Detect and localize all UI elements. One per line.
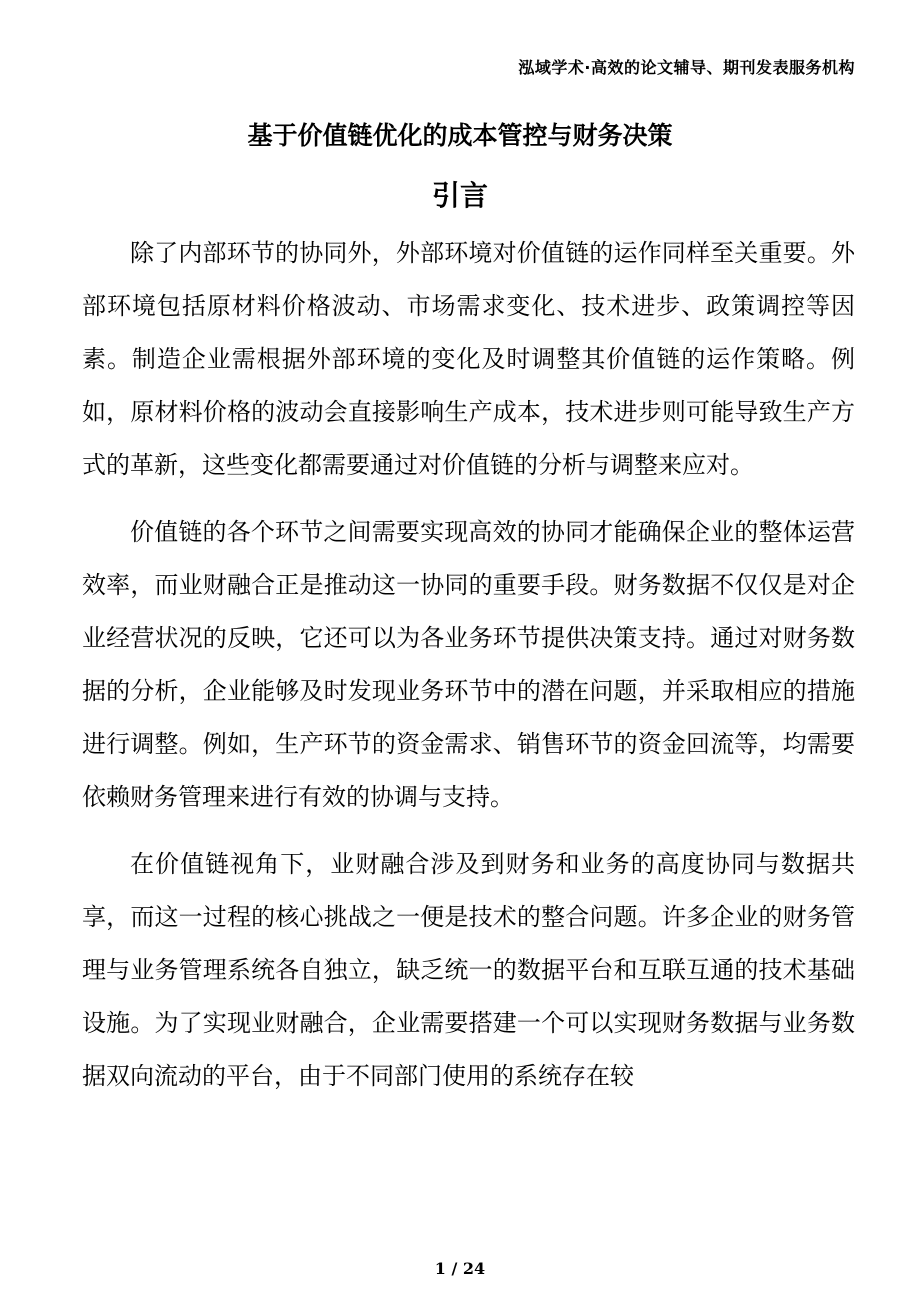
page-title: 基于价值链优化的成本管控与财务决策	[247, 121, 673, 150]
page-number: 1 / 24	[434, 1259, 486, 1278]
document-header-text: 泓域学术·高效的论文辅导、期刊发表服务机构	[518, 58, 855, 77]
document-body	[82, 227, 855, 1117]
section-heading: 引言	[431, 179, 488, 212]
paragraph-3: 在价值链视角下，业财融合涉及到财务和业务的高度协同与数据共享，而这一过程的核心挑战之一便是技术的整合问题。许多企业的财务管理与业务管理系统各自独立，缺乏统一的数据平台和互联互通的技术基础设施。为了实现业财融合，企业需要搭建一个可以实现财务数据与业务数据双向流动的平台，由于不同部门使用的系统存在较	[82, 850, 855, 1090]
paragraph-1: 除了内部环节的协同外，外部环境对价值链的运作同样至关重要。外部环境包括原材料价格波动、市场需求变化、技术进步、政策调控等因素。制造企业需根据外部环境的变化及时调整其价值链的运作策略。例如，原材料价格的波动会直接影响生产成本，技术进步则可能导致生产方式的革新，这些变化都需要通过对价值链的分析与调整来应对。	[82, 239, 855, 479]
paragraph-2: 价值链的各个环节之间需要实现高效的协同才能确保企业的整体运营效率，而业财融合正是推动这一协同的重要手段。财务数据不仅仅是对企业经营状况的反映，它还可以为各业务环节提供决策支持。通过对财务数据的分析，企业能够及时发现业务环节中的潜在问题，并采取相应的措施进行调整。例如，生产环节的资金需求、销售环节的资金回流等，均需要依赖财务管理来进行有效的协调与支持。	[82, 518, 855, 811]
